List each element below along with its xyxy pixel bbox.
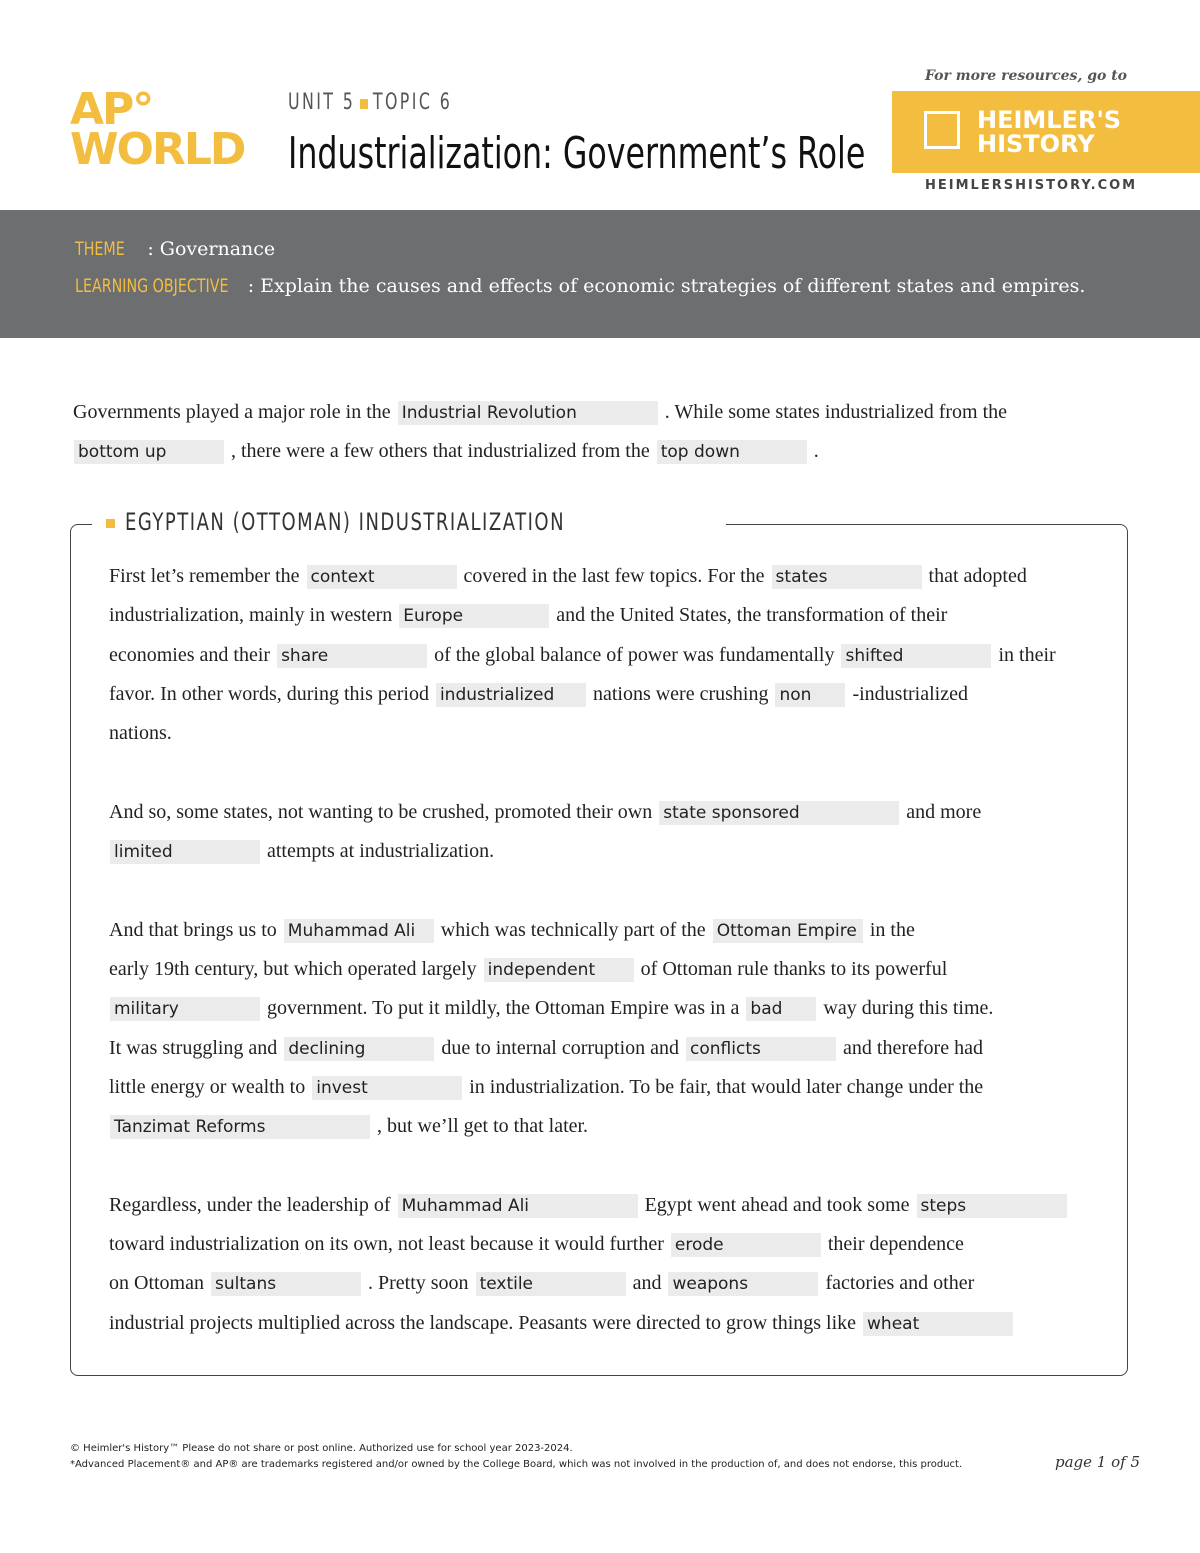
line-text: of Ottoman rule thanks to its powerful (640, 957, 948, 980)
section-title: EGYPTIAN (OTTOMAN) INDUSTRIALIZATION (125, 508, 566, 536)
line-text: of the global balance of power was fundamentally (434, 643, 835, 666)
fill-in-blank[interactable]: shifted (841, 644, 991, 668)
paragraph-gap (106, 871, 1071, 910)
theme-band (0, 210, 1200, 338)
fill-in-blank[interactable]: military (110, 997, 260, 1021)
intro-paragraph (70, 393, 1010, 472)
theme-row: THEME : Governance (75, 238, 276, 260)
page-number: page 1 of 5 (1055, 1453, 1140, 1471)
fill-in-blank[interactable]: Tanzimat Reforms (110, 1115, 370, 1139)
line-text: It was struggling and (109, 1036, 278, 1059)
more-resources: For more resources, go to (925, 68, 1127, 84)
objective-row: LEARNING OBJECTIVE : Explain the causes and effects of economic strategies of different states and empires. (75, 275, 1086, 297)
trademark-notice: *Advanced Placement® and AP® are trademarks registered and/or owned by the College Board, which was not involved in the production of, and does not endorse, this product. (70, 1459, 963, 1470)
text-line (106, 636, 1071, 675)
line-text: economies and their (109, 643, 271, 666)
line-text: and more (906, 800, 982, 823)
fill-in-blank[interactable]: sultans (211, 1272, 361, 1296)
logo-ap: AP° (70, 84, 153, 135)
square-icon (106, 519, 115, 528)
fill-in-blank[interactable]: conflicts (686, 1037, 836, 1061)
h-logo-icon (924, 111, 960, 149)
text-line (106, 793, 1071, 832)
line-text: nations. (109, 722, 172, 745)
paragraph-gap (106, 753, 1071, 792)
line-text: that adopted (928, 565, 1027, 587)
ap-world-logo (70, 84, 245, 175)
fill-in-blank[interactable]: wheat (863, 1312, 1013, 1336)
section-heading (92, 508, 726, 536)
text-line (106, 596, 1071, 635)
line-text: . Pretty soon (368, 1272, 469, 1295)
line-text: industrial projects multiplied across the landscape. Peasants were directed to grow things like (109, 1311, 857, 1334)
fill-in-blank[interactable]: context (307, 565, 457, 589)
text-line (106, 989, 1071, 1028)
line-text: industrialization, mainly in western (109, 604, 393, 627)
line-text: in their (998, 643, 1056, 666)
fill-in-blank[interactable]: Europe (399, 604, 549, 628)
text-line (106, 714, 1071, 753)
section-body (106, 557, 1071, 1343)
line-text: on Ottoman (109, 1272, 204, 1295)
topic-label: TOPIC 6 (372, 90, 453, 115)
line-text: Governments played a major role in the (73, 401, 391, 423)
fill-in-blank[interactable]: Ottoman Empire (713, 919, 863, 943)
fill-in-blank[interactable]: declining (284, 1037, 434, 1061)
line-text: and therefore had (843, 1036, 983, 1059)
unit-topic (288, 90, 452, 115)
fill-in-blank[interactable]: bottom up (74, 440, 224, 464)
text-line (106, 1107, 1071, 1146)
line-text: attempts at industrialization. (267, 840, 495, 863)
line-text: -industrialized (852, 682, 968, 705)
line-text: factories and other (825, 1272, 975, 1295)
line-text: And that brings us to (109, 918, 277, 941)
text-line (106, 832, 1071, 871)
fill-in-blank[interactable]: Industrial Revolution (398, 401, 658, 425)
line-text: First let’s remember the (109, 565, 300, 587)
line-text: , but we’ll get to that later. (377, 1115, 589, 1138)
theme-label: THEME (75, 238, 125, 260)
text-line (70, 432, 1010, 471)
text-line (106, 1029, 1071, 1068)
text-line (70, 393, 1010, 432)
text-line (106, 675, 1071, 714)
line-text: toward industrialization on its own, not least because it would further (109, 1233, 664, 1256)
fill-in-blank[interactable]: bad (746, 997, 816, 1021)
fill-in-blank[interactable]: Muhammad Ali (284, 919, 434, 943)
heimlers-history-logo[interactable] (892, 91, 1200, 173)
line-text: which was technically part of the (440, 918, 706, 941)
line-text: way during this time. (823, 997, 994, 1020)
logo-world: WORLD (70, 124, 245, 175)
fill-in-blank[interactable]: erode (671, 1233, 821, 1257)
line-text: their dependence (827, 1233, 964, 1256)
line-text: . (813, 440, 819, 463)
fill-in-blank[interactable]: limited (110, 840, 260, 864)
text-line (106, 1068, 1071, 1107)
footer (70, 1441, 962, 1473)
line-text: and (632, 1272, 662, 1295)
fill-in-blank[interactable]: independent (484, 958, 634, 982)
fill-in-blank[interactable]: Muhammad Ali (398, 1194, 638, 1218)
fill-in-blank[interactable]: states (772, 565, 922, 589)
paragraph-gap (106, 1146, 1071, 1185)
line-text: early 19th century, but which operated largely (109, 957, 477, 980)
objective-value: Explain the causes and effects of economic strategies of different states and empires. (260, 275, 1086, 297)
fill-in-blank[interactable]: top down (657, 440, 807, 464)
line-text: covered in the last few topics. For the (463, 565, 765, 587)
brand-name: HEIMLER'S HISTORY (977, 106, 1122, 158)
line-text: government. To put it mildly, the Ottoman Empire was in a (267, 997, 740, 1020)
unit-label: UNIT 5 (288, 90, 356, 115)
square-icon (360, 99, 368, 109)
line-text: Egypt went ahead and took some (644, 1193, 910, 1216)
line-text: in the (869, 918, 915, 941)
line-text: and the United States, the transformation of their (556, 604, 948, 627)
line-text: in industrialization. To be fair, that would later change under the (469, 1075, 984, 1098)
line-text: And so, some states, not wanting to be crushed, promoted their own (109, 800, 653, 823)
site-url[interactable]: HEIMLERSHISTORY.COM (925, 178, 1138, 193)
fill-in-blank[interactable]: steps (917, 1194, 1067, 1218)
line-text: favor. In other words, during this period (109, 682, 429, 705)
text-line (106, 1225, 1071, 1264)
fill-in-blank[interactable]: state sponsored (659, 801, 899, 825)
copyright: © Heimler's History™ Please do not share or post online. Authorized use for school year 2023-2024. (70, 1443, 573, 1454)
fill-in-blank[interactable]: weapons (668, 1272, 818, 1296)
text-line (106, 911, 1071, 950)
theme-value: Governance (159, 238, 276, 260)
objective-label: LEARNING OBJECTIVE (75, 275, 229, 297)
line-text: . While some states industrialized from the (664, 401, 1008, 423)
line-text: , there were a few others that industrialized from the (231, 440, 650, 463)
fill-in-blank[interactable]: textile (476, 1272, 626, 1296)
fill-in-blank[interactable]: non (775, 683, 845, 707)
fill-in-blank[interactable]: industrialized (436, 683, 586, 707)
fill-in-blank[interactable]: share (277, 644, 427, 668)
text-line (106, 1186, 1071, 1225)
fill-in-blank[interactable]: invest (312, 1076, 462, 1100)
line-text: little energy or wealth to (109, 1075, 306, 1098)
line-text: nations were crushing (592, 682, 769, 705)
page-title: Industrialization: Government’s Role (288, 128, 866, 179)
line-text: Regardless, under the leadership of (109, 1193, 391, 1216)
text-line (106, 950, 1071, 989)
text-line (106, 1264, 1071, 1303)
line-text: due to internal corruption and (441, 1036, 680, 1059)
text-line (106, 557, 1071, 596)
text-line (106, 1304, 1071, 1343)
